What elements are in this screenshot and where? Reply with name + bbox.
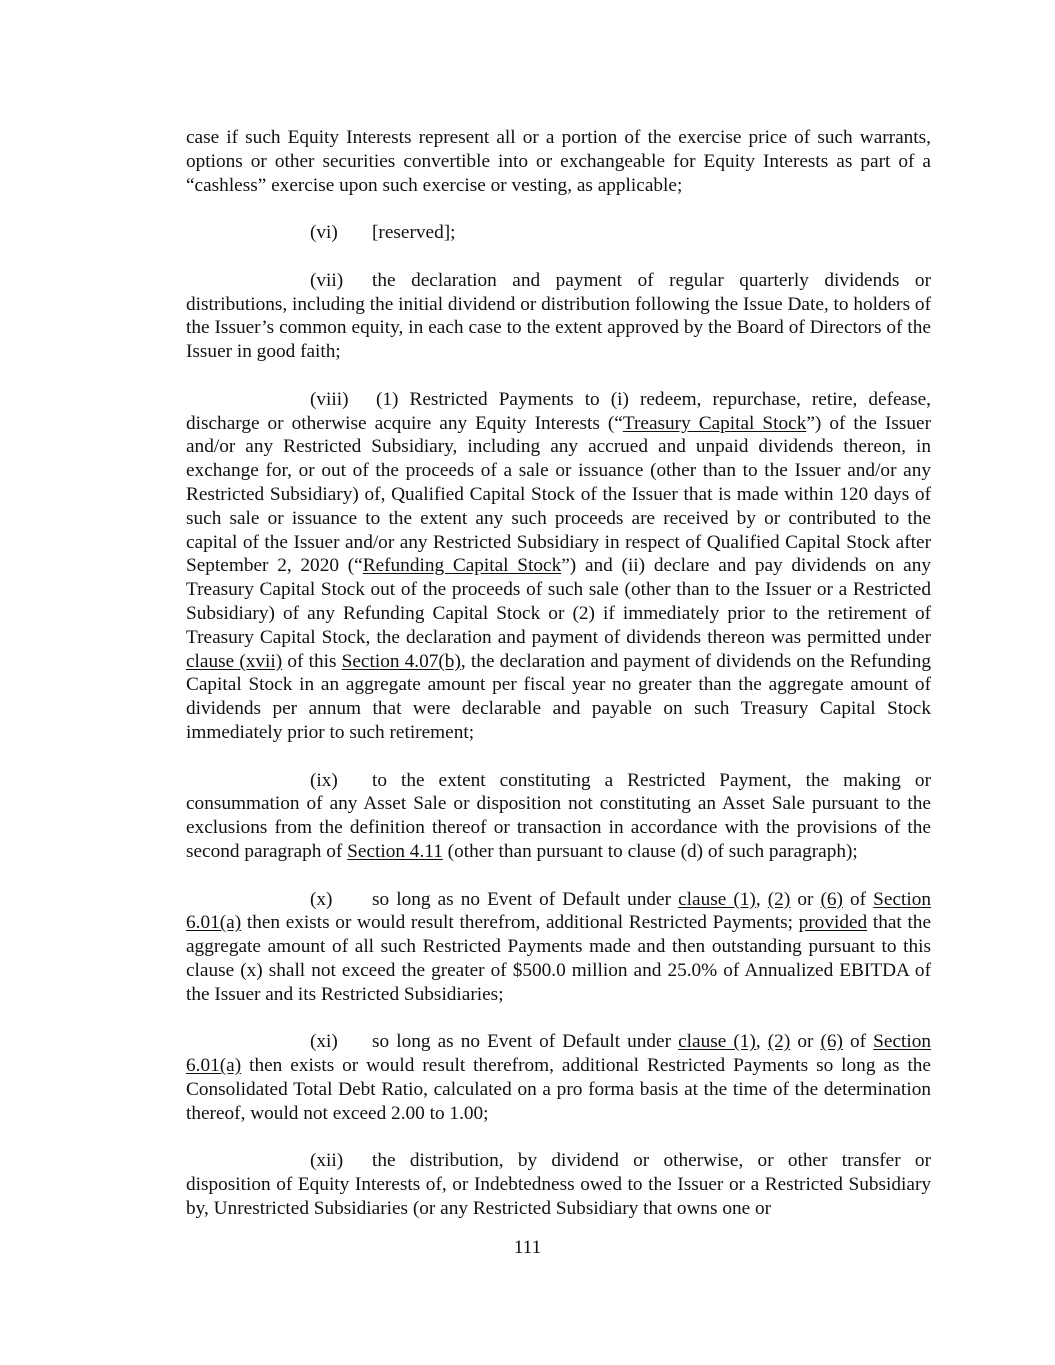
clause-xi: [186, 1030, 931, 1125]
clause-text: or: [790, 1031, 821, 1053]
clause-text: of: [842, 1031, 874, 1053]
paragraph-continuation: case if such Equity Interests represent all or a portion of the exercise price of such warrants, options or other securities convertible into or exchangeable for Equity Interests as part of a “cashless” exercise upon such exercise or vesting, as applicable;: [186, 127, 931, 196]
clause-text: so long as no Event of Default under: [372, 1031, 679, 1053]
cross-reference: clause (1): [678, 1031, 756, 1053]
clause-vi: [186, 221, 931, 245]
clause-number: (xi): [310, 1031, 338, 1053]
cross-reference: clause (1): [678, 888, 756, 910]
clause-number: (vi): [310, 222, 338, 244]
cross-reference: (6): [820, 1031, 843, 1053]
clause-text: (other than pursuant to clause (d) of such paragraph);: [442, 840, 858, 862]
clause-xii: [186, 1149, 931, 1220]
clause-viii: [186, 388, 931, 745]
cross-reference: Section 4.07(b): [341, 650, 461, 672]
cross-reference: clause (xvii): [186, 650, 283, 672]
clause-text: (1) Restricted Payments to (i) redeem, repurchase, retire, defease, discharge or otherwise acquire any Equity Interests (“: [186, 388, 931, 434]
clause-text: , the declaration and payment of dividends on the Refunding Capital Stock in an aggregate amount per fiscal year no greater than the aggregate amount of dividends per annum that were declarable and payable on such Treasury Capital Stock immediately prior to such retirement;: [186, 650, 931, 743]
clause-number: (xii): [310, 1150, 344, 1172]
clause-text: the distribution, by dividend or otherwise, or other transfer or disposition of Equity Interests of, or Indebtedness owed to the Issuer or a Restricted Subsidiary by, Unrestricted Subsidiaries (or any Restricted Subsidiary that owns one or: [186, 1150, 931, 1219]
clause-number: (vii): [310, 269, 344, 291]
clause-x: [186, 888, 931, 1007]
clause-text: ”) and (ii) declare and pay dividends on any Treasury Capital Stock out of the proceeds of such sale (other than to the Issuer or a Restricted Subsidiary) of any Refunding Capital Stock or (2) if immediately prior to the retirement of Treasury Capital Stock, the declaration and payment of dividends thereon was permitted under: [186, 555, 931, 648]
clause-vii: [186, 269, 931, 364]
clause-ix: [186, 769, 931, 864]
clause-text: then exists or would result therefrom, additional Restricted Payments so long as the Consolidated Total Debt Ratio, calculated on a pro forma basis at the time of the determination thereof, would not exceed 2.00 to 1.00;: [186, 1055, 931, 1124]
clause-text: of: [842, 888, 874, 910]
clause-text: then exists or would result therefrom, additional Restricted Payments;: [241, 912, 799, 934]
clause-text: the declaration and payment of regular quarterly dividends or distributions, including the initial dividend or distribution following the Issue Date, to holders of the Issuer’s common equity, in each case to the extent approved by the Board of Directors of the Issuer in good faith;: [186, 269, 931, 363]
clause-text: [reserved];: [372, 222, 456, 244]
cross-reference: (2): [767, 1031, 791, 1053]
clause-number: (x): [310, 888, 333, 910]
clause-text: that the aggregate amount of all such Restricted Payments made and then outstanding pursuant to this clause (x) shall not exceed the greater of $500.0 million and 25.0% of Annualized EBITDA of the Issuer and its Restricted Subsidiaries;: [186, 912, 931, 1005]
cross-reference: Section 6.01(a): [186, 1031, 932, 1077]
cross-reference: (6): [820, 888, 843, 910]
cross-reference: Section 6.01(a): [186, 888, 932, 934]
defined-term-link: Treasury Capital Stock: [622, 412, 807, 434]
document-page: [186, 126, 931, 1244]
clause-text: to the extent constituting a Restricted Payment, the making or consummation of any Asset Sale or disposition not constituting an Asset Sale pursuant to the exclusions from the definition thereof or transaction in accordance with the provisions of the second paragraph of: [186, 769, 931, 862]
clause-number: (ix): [310, 769, 338, 791]
clause-text: of this: [282, 650, 342, 672]
proviso-term: provided: [798, 912, 868, 934]
defined-term-link: Refunding Capital Stock: [362, 555, 562, 577]
clause-text: or: [790, 888, 821, 910]
cross-reference: Section 4.11: [347, 840, 443, 862]
cross-reference: (2): [767, 888, 791, 910]
clause-text: ,: [755, 888, 768, 910]
clause-number: (viii): [310, 388, 349, 410]
page-number: 111: [513, 1237, 542, 1258]
clause-text: ,: [755, 1031, 768, 1053]
clause-text: ”) of the Issuer and/or any Restricted Subsidiary, including any accrued and unpaid dividends thereon, in exchange for, or out of the proceeds of a sale or issuance (other than to the Issuer and/or any Restricted Subsidiary) of, Qualified Capital Stock of the Issuer that is made within 120 days of such sale or issuance to the extent any such proceeds are received by or contributed to the capital of the Issuer and/or any Restricted Subsidiary in respect of Qualified Capital Stock after September 2, 2020 (“: [186, 412, 932, 577]
clause-text: so long as no Event of Default under: [372, 888, 679, 910]
